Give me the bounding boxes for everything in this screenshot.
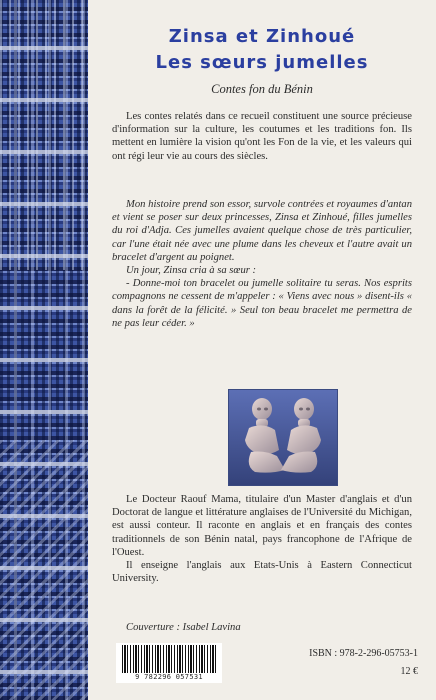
story-line: Un jour, Zinsa cria à sa sœur : [126,265,257,277]
book-title-line-2: Les sœurs jumelles [155,52,369,73]
book-subtitle: Contes fon du Bénin [211,82,313,96]
intro-paragraph: Les contes relatés dans ce recueil constituent une source précieuse d'information sur la culture, les coutumes et les traditions fon. Ils mettent en lumière la vision qu'ont les Fon de la vie, et les valeurs qui ont régi leur vie au cours des siècles. [112,111,412,162]
author-paragraph: Le Docteur Raouf Mama, titulaire d'un Master d'anglais et d'un Doctorat de langue et littérature anglaises de l'Université du Michigan, est aussi conteur. Il raconte en anglais et en français des contes traditionnels de son Bénin natal, pays francophone de l'Afrique de l'Ouest. [112,494,412,558]
story-line: - Donne-moi ton bracelet ou jumelle solitaire tu seras. Nos esprits compagnons ne cessent de m'appeler : « Viens avec nous » disent-ils « dans la forêt de la félicité. » Seul ton beau bracelet me permettra de ne pas leur céder. » [112,278,412,329]
back-cover-content [96,0,428,700]
author-paragraph: Il enseigne l'anglais aux Etats-Unis à Eastern Connecticut University. [112,560,412,585]
twin-statuettes-photo [228,389,338,486]
author-bio [112,493,412,585]
barcode-number: 9 782296 057531 [135,673,203,681]
story-excerpt [112,198,412,330]
story-line: Mon histoire prend son essor, survole contrées et royaumes d'antan et vient se poser sur deux princesses, Zinsa et Zinhoué, filles jumelles du roi d'Adja. Ces jumelles avaient quelque chose de très particulier, car l'une était née avec une plume dans les cheveux et l'autre avait un bracelet d'argent au poignet. [112,199,412,263]
isbn: ISBN : 978-2-296-05753-1 [309,648,418,659]
cover-credit: Couverture : Isabel Lavina [126,622,241,633]
book-title-line-1: Zinsa et Zinhoué [168,26,356,47]
barcode-bars [122,645,216,673]
barcode [116,643,222,683]
fabric-strip [0,0,88,700]
price: 12 € [400,666,418,677]
